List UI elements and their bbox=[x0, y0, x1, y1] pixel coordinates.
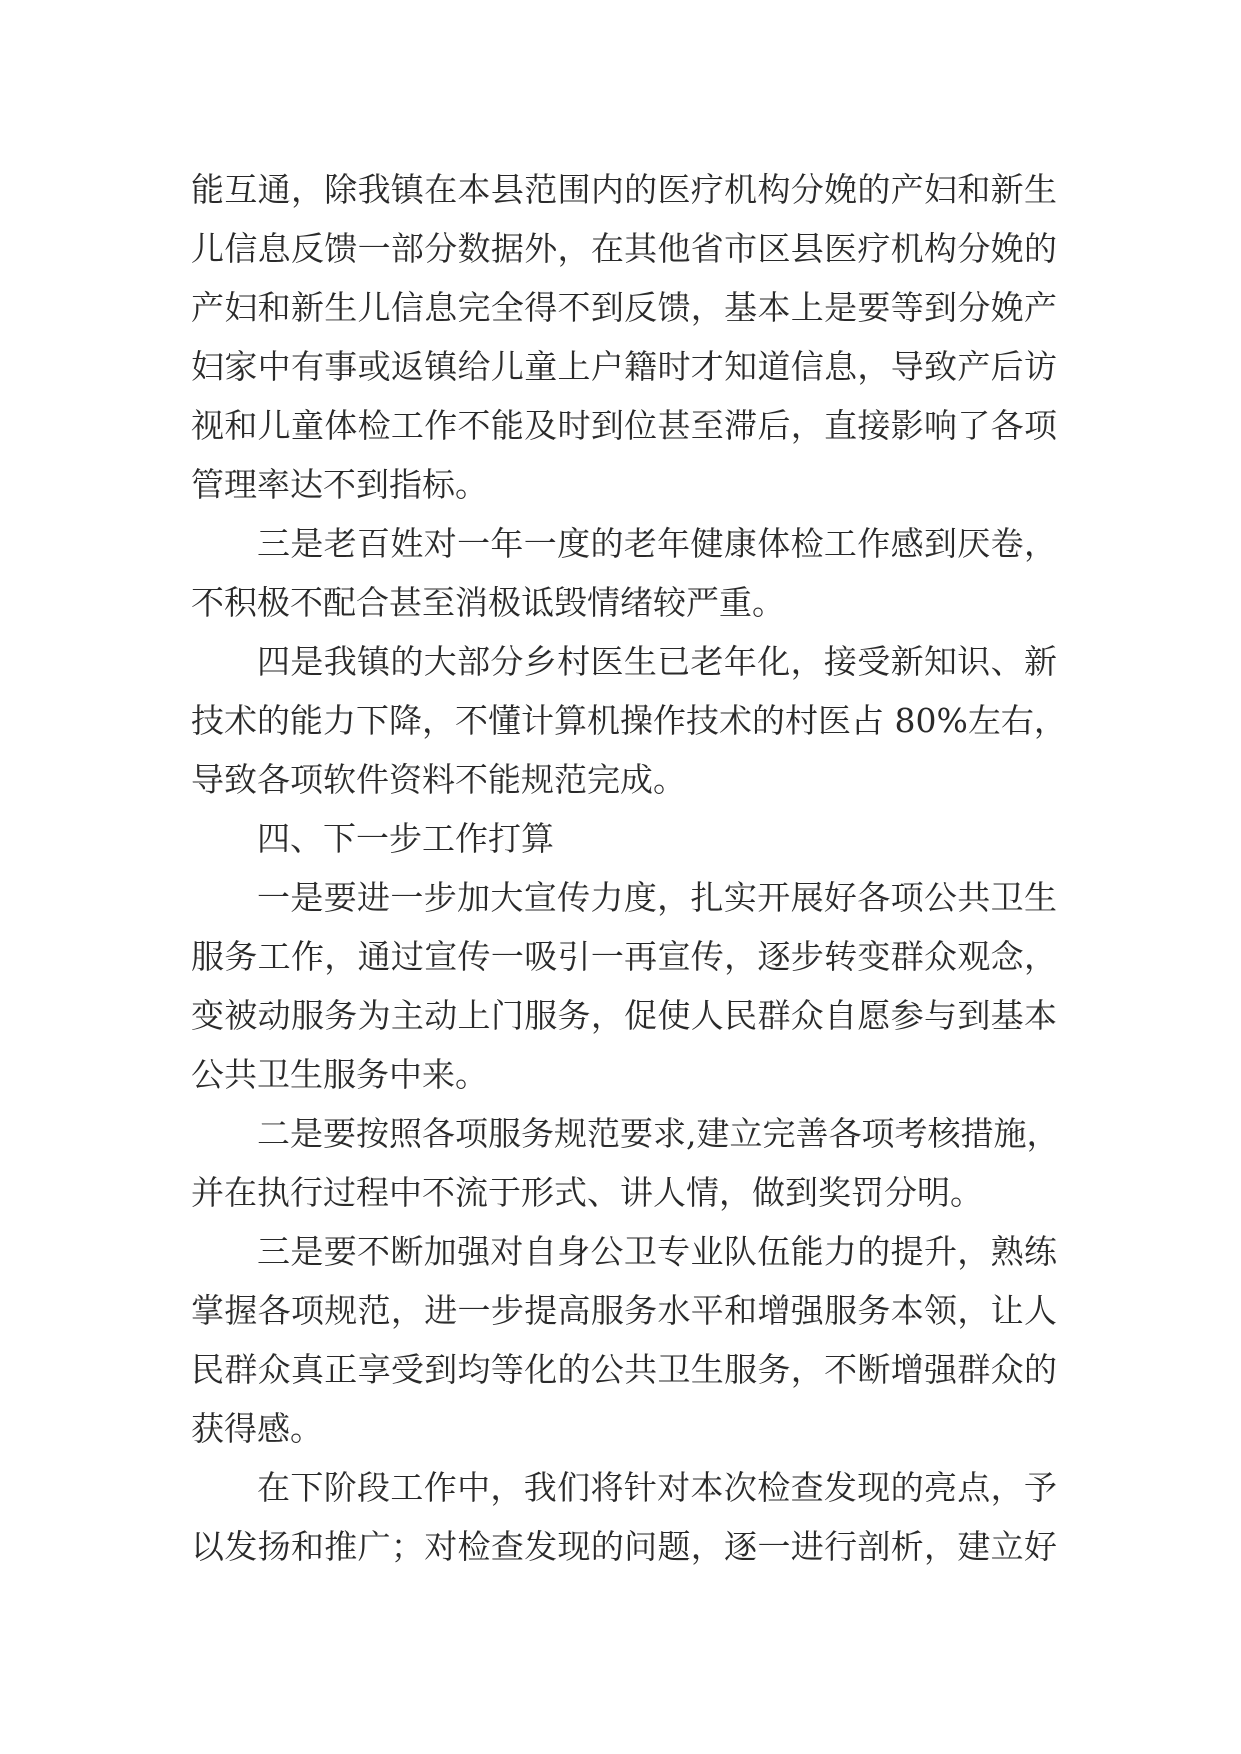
text-line: 儿信息反馈一部分数据外，在其他省市区县医疗机构分娩的 bbox=[191, 229, 1057, 268]
text-line: 三是老百姓对一年一度的老年健康体检工作感到厌卷， bbox=[257, 524, 1057, 563]
text-line: 不积极不配合甚至消极诋毁情绪较严重。 bbox=[191, 583, 785, 622]
text-line: 能互通，除我镇在本县范围内的医疗机构分娩的产妇和新生 bbox=[191, 170, 1057, 209]
text-line: 民群众真正享受到均等化的公共卫生服务，不断增强群众的 bbox=[191, 1350, 1057, 1389]
text-line: 导致各项软件资料不能规范完成。 bbox=[191, 760, 686, 799]
text-line: 以发扬和推广；对检查发现的问题，逐一进行剖析，建立好 bbox=[191, 1527, 1057, 1566]
text-line: 服务工作，通过宣传一吸引一再宣传，逐步转变群众观念， bbox=[191, 937, 1057, 976]
document-body bbox=[191, 160, 1067, 1576]
text-line: 在下阶段工作中，我们将针对本次检查发现的亮点，予 bbox=[257, 1468, 1057, 1507]
text-line: 三是要不断加强对自身公卫专业队伍能力的提升，熟练 bbox=[257, 1232, 1057, 1271]
text-line: 一是要进一步加大宣传力度，扎实开展好各项公共卫生 bbox=[257, 878, 1057, 917]
text-line: 四是我镇的大部分乡村医生已老年化，接受新知识、新 bbox=[257, 642, 1057, 681]
text-line: 二是要按照各项服务规范要求,建立完善各项考核措施， bbox=[257, 1114, 1060, 1153]
text-line: 变被动服务为主动上门服务，促使人民群众自愿参与到基本 bbox=[191, 996, 1057, 1035]
text-line: 管理率达不到指标。 bbox=[191, 465, 488, 504]
text-line: 掌握各项规范，进一步提高服务水平和增强服务本领，让人 bbox=[191, 1291, 1057, 1330]
text-line: 获得感。 bbox=[191, 1409, 323, 1448]
text-line: 技术的能力下降，不懂计算机操作技术的村医占 80%左右， bbox=[191, 701, 1067, 740]
text-line: 并在执行过程中不流于形式、讲人情，做到奖罚分明。 bbox=[191, 1173, 983, 1212]
text-line: 产妇和新生儿信息完全得不到反馈，基本上是要等到分娩产 bbox=[191, 288, 1057, 327]
text-line: 视和儿童体检工作不能及时到位甚至滞后，直接影响了各项 bbox=[191, 406, 1057, 445]
text-line: 妇家中有事或返镇给儿童上户籍时才知道信息，导致产后访 bbox=[191, 347, 1057, 386]
text-line: 公共卫生服务中来。 bbox=[191, 1055, 488, 1094]
text-line: 四、下一步工作打算 bbox=[257, 819, 554, 858]
